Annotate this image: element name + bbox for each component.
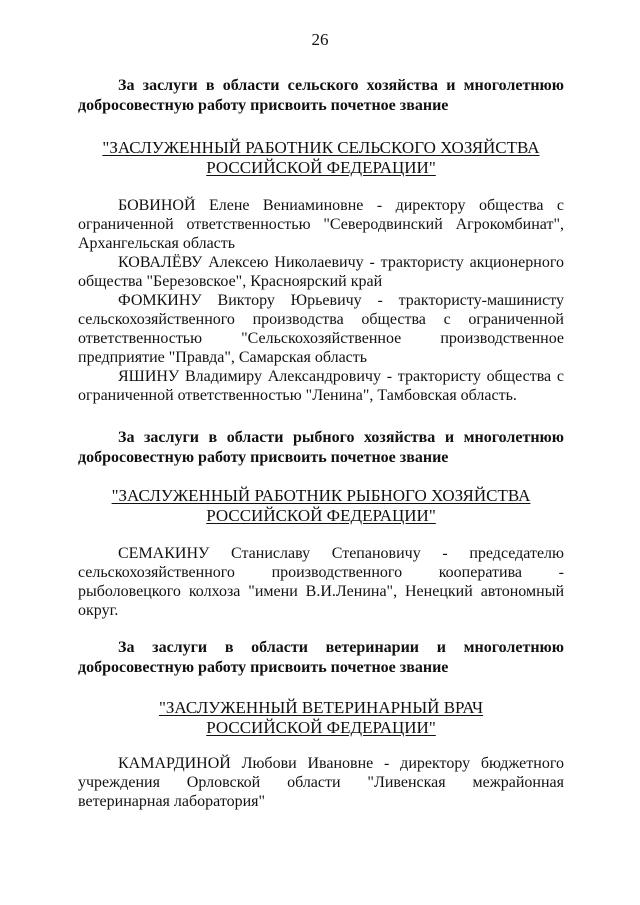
award-title-line: "ЗАСЛУЖЕННЫЙ РАБОТНИК РЫБНОГО ХОЗЯЙСТВА — [111, 486, 531, 505]
award-title-line: РОССИЙСКОЙ ФЕДЕРАЦИИ" — [206, 718, 436, 737]
awardee-entry: КОВАЛЁВУ Алексею Николаевичу - трактористу акционерного общества "Березовское", Красноярский край — [78, 254, 564, 290]
award-title-line: "ЗАСЛУЖЕННЫЙ ВЕТЕРИНАРНЫЙ ВРАЧ — [158, 698, 484, 717]
awardee-entry: ФОМКИНУ Виктору Юрьевичу - трактористу-машинисту сельскохозяйственного производства общества с ограниченной ответственностью "Сельскохозяйственное производственное предприятие "Правда", Самарская область — [78, 292, 564, 366]
awardee-entry: КАМАРДИНОЙ Любови Ивановне - директору бюджетного учреждения Орловской области "Ливенская межрайонная ветеринарная лаборатория" — [78, 755, 564, 810]
award-title-line: РОССИЙСКОЙ ФЕДЕРАЦИИ" — [206, 158, 436, 177]
decree-text: За заслуги в области сельского хозяйства и многолетнюю добросовестную работу присвоить почетное звание — [78, 77, 564, 114]
decree-text: За заслуги в области рыбного хозяйства и многолетнюю добросовестную работу присвоить почетное звание — [78, 429, 564, 466]
award-title-line: РОССИЙСКОЙ ФЕДЕРАЦИИ" — [206, 506, 436, 525]
decree-text: За заслуги в области ветеринарии и многолетнюю добросовестную работу присвоить почетное звание — [78, 639, 564, 676]
award-title-line: "ЗАСЛУЖЕННЫЙ РАБОТНИК СЕЛЬСКОГО ХОЗЯЙСТВА — [102, 138, 540, 157]
decree-fishery — [78, 428, 564, 468]
awardee-list-fishery — [78, 544, 564, 620]
awardee-list-veterinary — [78, 754, 564, 811]
decree-veterinary — [78, 638, 564, 678]
awardee-entry: СЕМАКИНУ Станиславу Степановичу - председателю сельскохозяйственного производственного кооператива - рыболовецкого колхоза "имени В.И.Ленина", Ненецкий автономный округ. — [78, 545, 564, 619]
award-title-veterinary — [78, 698, 564, 738]
page-number: 26 — [311, 30, 329, 49]
award-title-fishery — [78, 486, 564, 526]
awardee-entry: БОВИНОЙ Елене Вениаминовне - директору общества с ограниченной ответственностью "Северодвинский Агрокомбинат", Архангельская область — [78, 197, 564, 252]
awardee-list-agriculture — [78, 196, 564, 405]
decree-agriculture — [78, 76, 564, 116]
award-title-agriculture — [78, 138, 564, 178]
awardee-entry: ЯШИНУ Владимиру Александровичу - трактористу общества с ограниченной ответственностью "Ленина", Тамбовская область. — [78, 368, 564, 404]
